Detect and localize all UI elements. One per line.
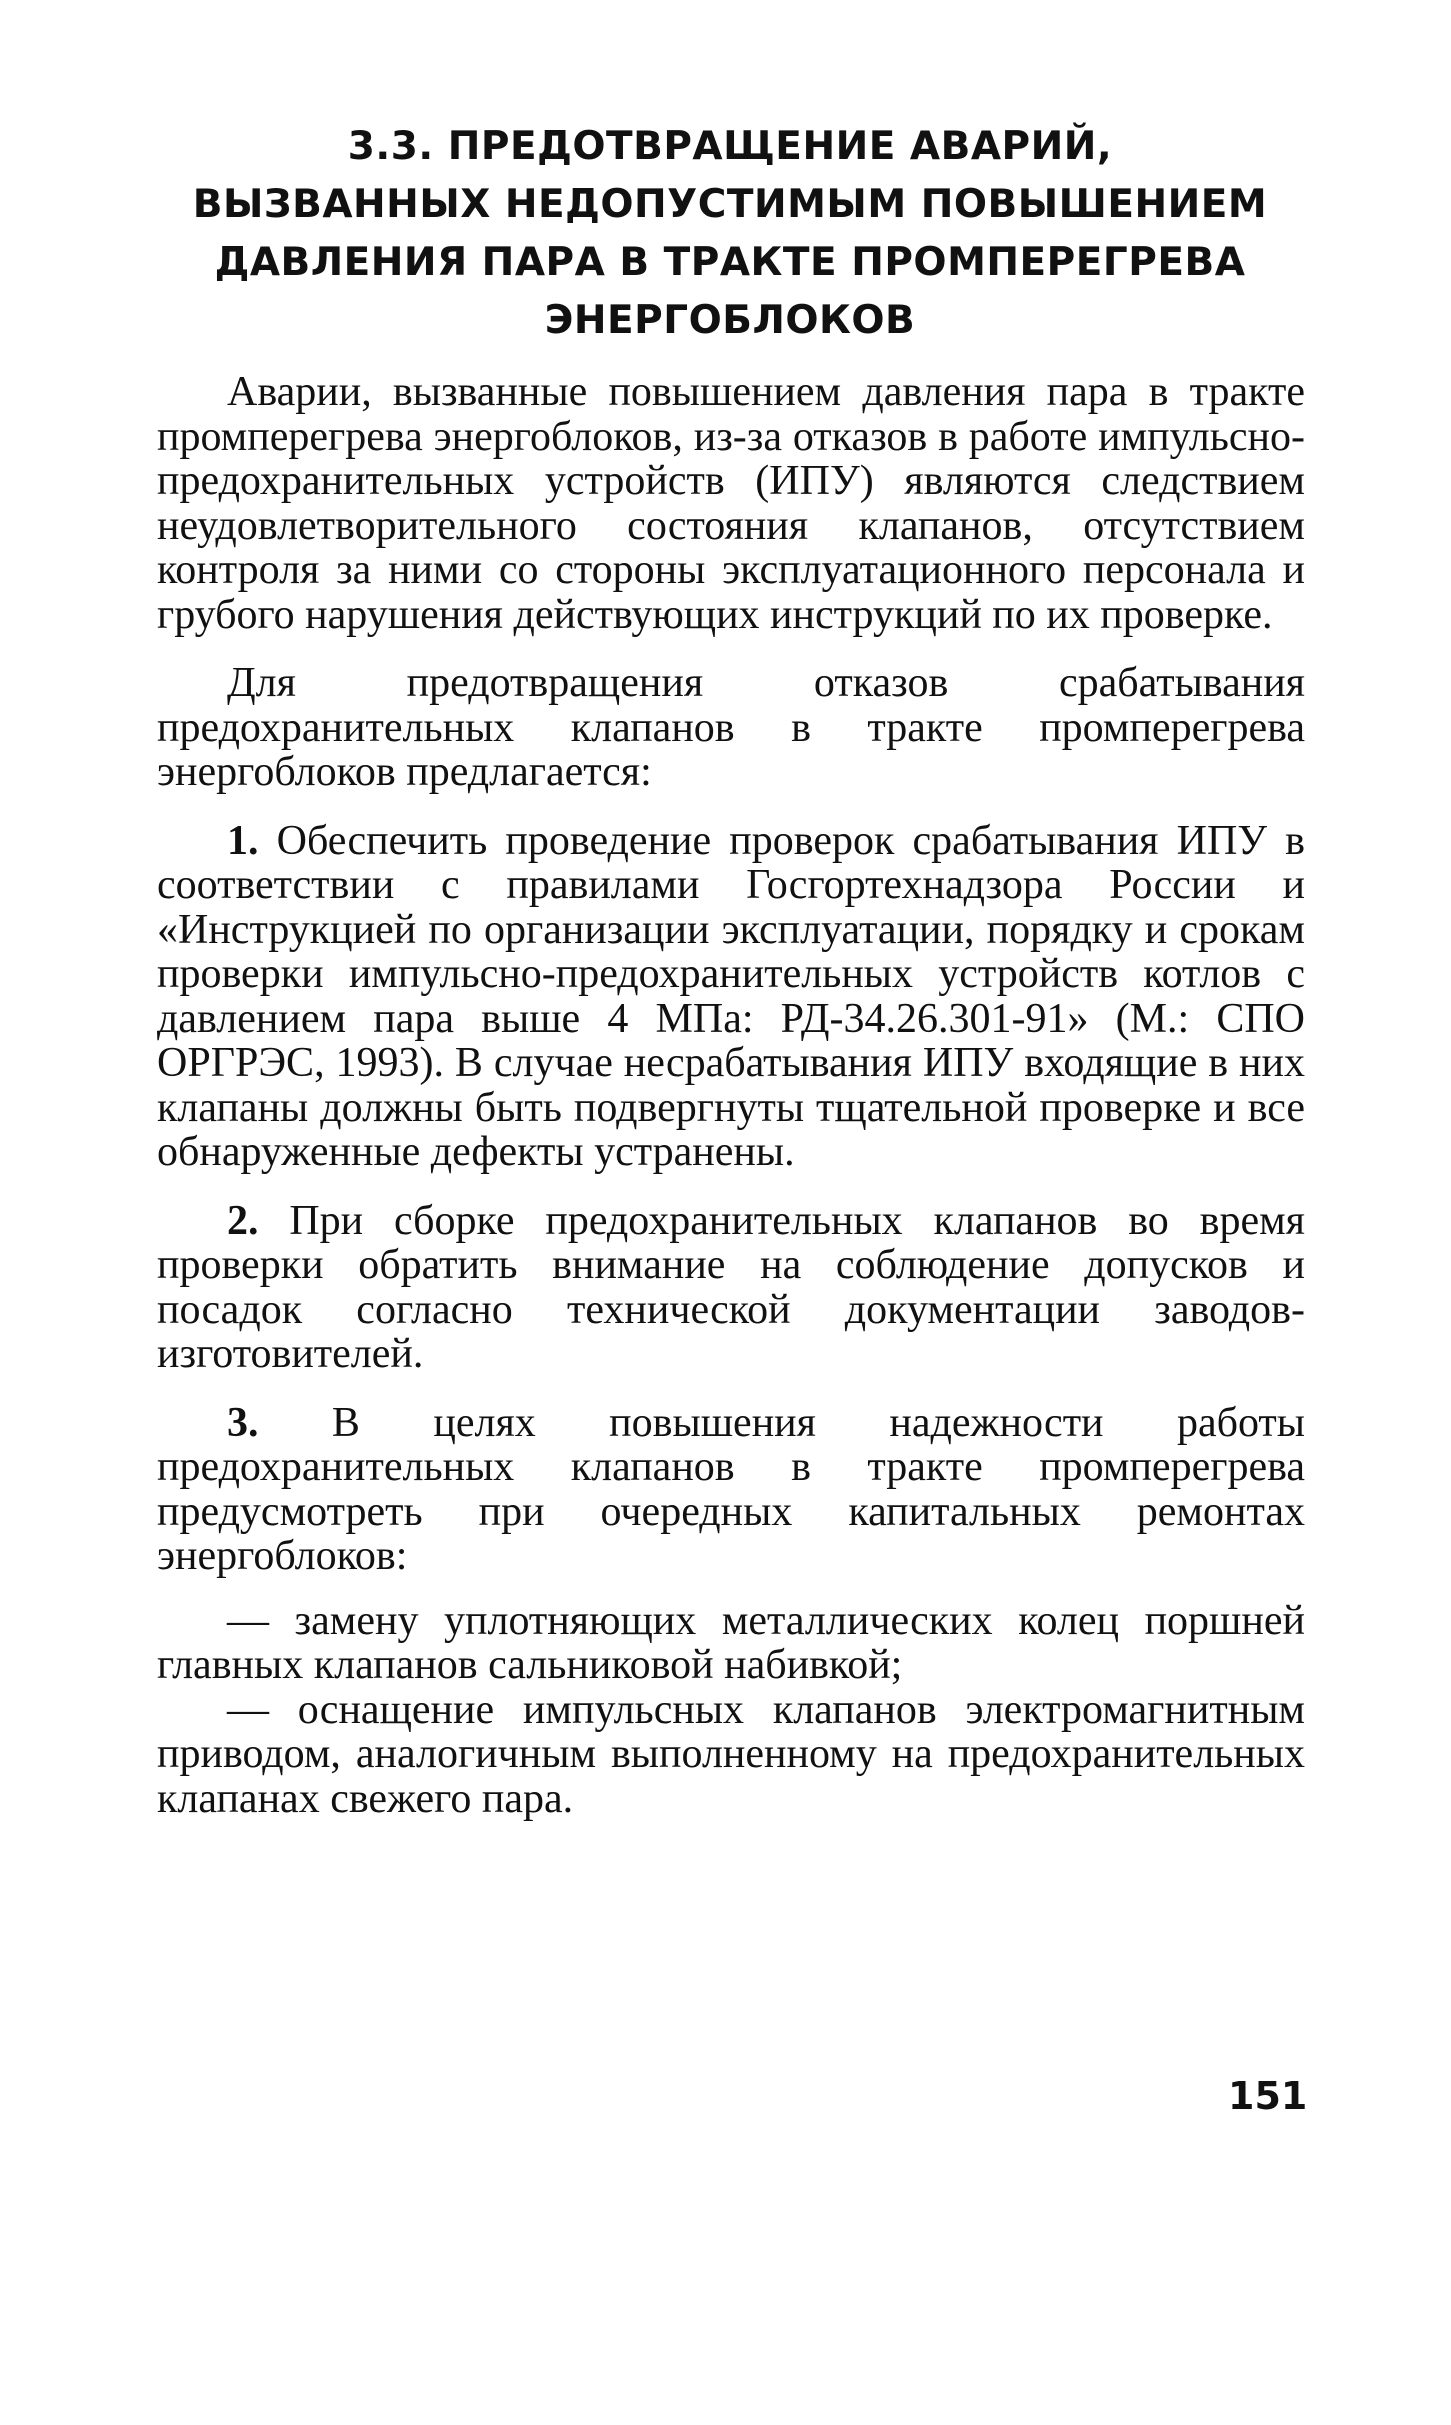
list-item-2 (157, 1199, 1305, 1377)
heading-line: ДАВЛЕНИЯ ПАРА В ТРАКТЕ ПРОМПЕРЕГРЕВА (214, 240, 1246, 285)
body-text (157, 370, 1305, 1821)
list-item-3 (157, 1401, 1305, 1579)
list-number: 2. (227, 1197, 259, 1244)
list-item-1 (157, 819, 1305, 1175)
list-number: 1. (227, 817, 259, 864)
list-item-text: Обеспечить проведение проверок срабатывания ИПУ в соответствии с правилами Госгортехнадзора России и «Инструкцией по организации эксплуатации, порядку и срокам проверки импульсно-предохранительных устройств котлов с давлением пара выше 4 МПа: РД-34.26.301-91» (М.: СПО ОРГРЭС, 1993). В случае несрабатывания ИПУ входящие в них клапаны должны быть подвергнуты тщательной проверке и все обнаруженные дефекты устранены. (157, 817, 1305, 1175)
heading-line: 3.3. ПРЕДОТВРАЩЕНИЕ АВАРИЙ, (347, 124, 1113, 169)
page-number: 151 (1228, 2074, 1308, 2118)
heading-line: ЭНЕРГОБЛОКОВ (544, 298, 916, 343)
paragraph-proposal: Для предотвращения отказов срабатывания предохранительных клапанов в тракте промперегрева энергоблоков предлагается: (157, 660, 1305, 795)
heading-line: ВЫЗВАННЫХ НЕДОПУСТИМЫМ ПОВЫШЕНИЕМ (192, 182, 1268, 227)
paragraph-intro: Аварии, вызванные повышением давления пара в тракте промперегрева энергоблоков, из-за отказов в работе импульсно-предохранительных устройств (ИПУ) являются следствием неудовлетворительного состояния клапанов, отсутствием контроля за ними со стороны эксплуатационного персонала и грубого нарушения действующих инструкций по их проверке. (157, 369, 1305, 638)
dash-item-1: — замену уплотняющих металлических колец поршней главных клапанов сальниковой набивкой; (157, 1597, 1305, 1688)
dash-item-2: — оснащение импульсных клапанов электромагнитным приводом, аналогичным выполненному на предохранительных клапанах свежего пара. (157, 1686, 1305, 1822)
section-heading (160, 118, 1300, 350)
list-item-text: В целях повышения надежности работы предохранительных клапанов в тракте промперегрева предусмотреть при очередных капитальных ремонтах энергоблоков: (157, 1399, 1305, 1579)
list-item-text: При сборке предохранительных клапанов во время проверки обратить внимание на соблюдение допусков и посадок согласно технической документации заводов-изготовителей. (157, 1197, 1305, 1377)
list-number: 3. (227, 1399, 259, 1446)
